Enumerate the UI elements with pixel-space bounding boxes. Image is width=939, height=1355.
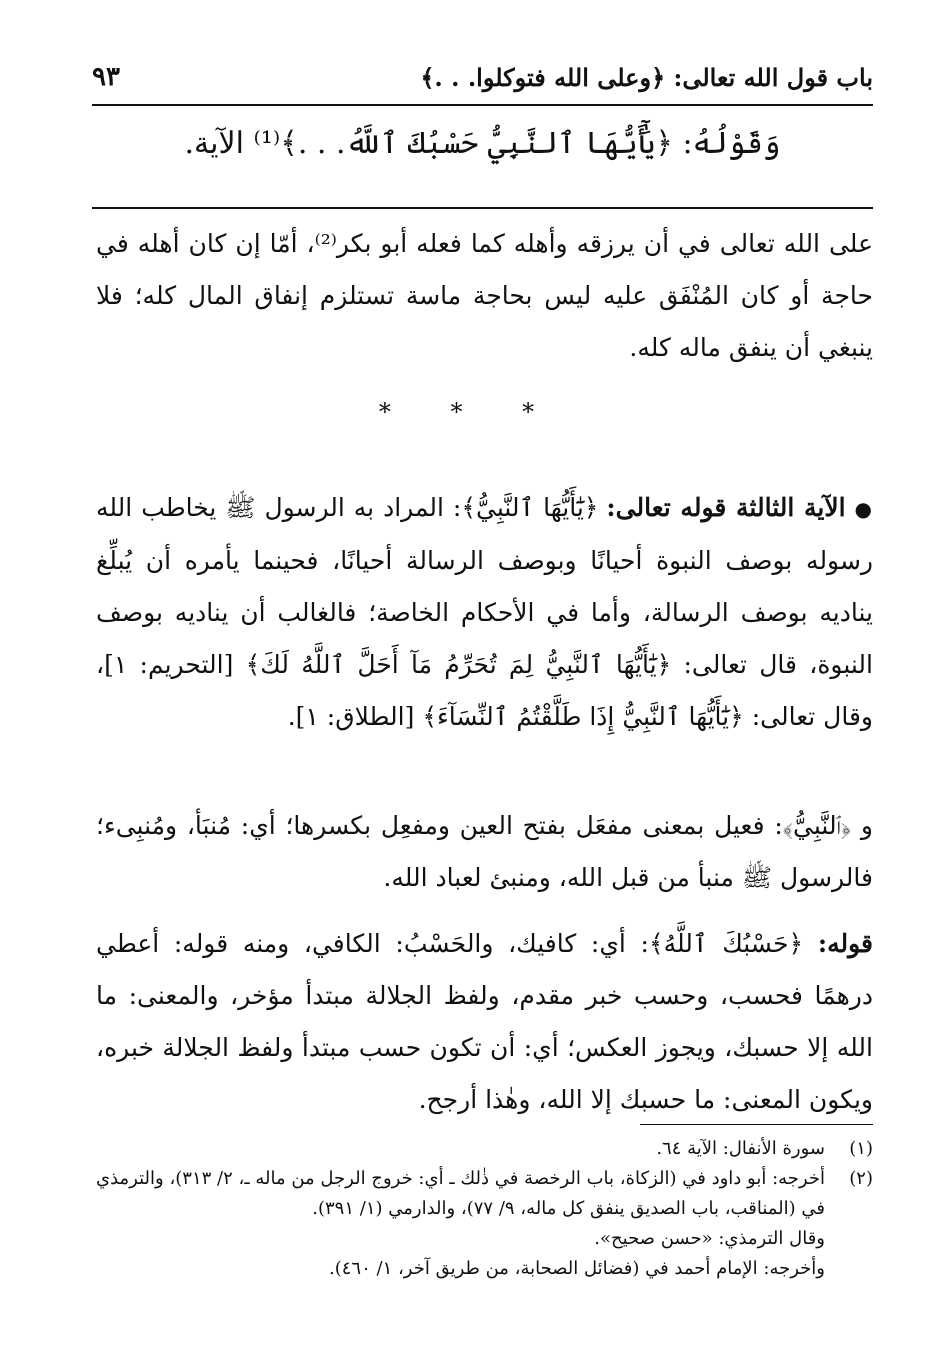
- paragraph-hasbuka: [96, 918, 873, 1126]
- footnote-2-tirmidhi: وقال الترمذي: «حسن صحيح».: [594, 1228, 825, 1249]
- paragraph-third-verse: [96, 482, 873, 743]
- footnote-text: أخرجه: أبو داود في (الزكاة، باب الرخصة في ذٰلك ـ أي: خروج الرجل من ماله ـ، ٢/ ٣١٣)، والترمذي في (المناقب، باب الصديق ينفق كل ماله، ٩/ ٧٧)، والدارمي (١/ ٣٩١).: [96, 1168, 825, 1219]
- footnote-rule: [640, 1124, 873, 1125]
- hasbuka-body: ﴿حَسْبُكَ ٱللَّهُ﴾: أي: كافيك، والحَسْبُ: الكافي، ومنه قوله: أعطي درهمًا فحسب، وحسب خبر مقدم، ولفظ الجلالة مبتدأ مؤخر، والمعنى: ما الله إلا حسبك، ويجوز العكس؛ أي: أن تكون حسب مبتدأ ولفظ الجلالة خبره، ويكون المعنى: ما حسبك إلا الله، وهٰذا أرجح.: [96, 929, 873, 1114]
- section-body: ﴿يَٰٓأَيُّهَا ٱلنَّبِيُّ﴾: المراد به الرسول ﷺ يخاطب الله رسوله بوصف النبوة أحيانًا وبوصف الرسالة أحيانًا، فحينما يأمره أن يُبلِّغ يناديه بوصف الرسالة، وأما في الأحكام الخاصة؛ فالغالب أن يناديه بوصف النبوة، قال تعالى: ﴿يَٰٓأَيُّهَا ٱلنَّبِيُّ لِمَ تُحَرِّمُ مَآ أَحَلَّ ٱللَّهُ لَكَ﴾ [التحريم: ١]، وقال تعالى: ﴿يَٰٓأَيُّهَا ٱلنَّبِيُّ إِذَا طَلَّقْتُمُ ٱلنِّسَآءَ﴾ [الطلاق: ١].: [96, 493, 873, 731]
- paragraph-continuation: على الله تعالى في أن يرزقه وأهله كما فعله أبو بكر⁽²⁾، أمّا إن كان أهله في حاجة أو كان المُنْفَق عليه ليس بحاجة ماسة تستلزم إنفاق المال كله؛ فلا ينبغي أن ينفق ماله كله.: [96, 229, 873, 362]
- footnote-number: (٢): [849, 1168, 873, 1189]
- running-header: [92, 52, 873, 102]
- bullet-icon: ●: [854, 497, 873, 521]
- footnotes: [96, 1134, 873, 1284]
- verse-rule: [92, 207, 873, 209]
- page-number: ٩٣: [92, 62, 120, 92]
- footnote-2: [96, 1164, 873, 1224]
- paragraph-nabi: و ﴿ٱلنَّبِيُّ﴾: فعيل بمعنى مفعَل بفتح العين ومفعِل بكسرها؛ أي: مُنبَأ، ومُنبِىء؛ فالرسول ﷺ منبأ من قبل الله، ومنبئ لعباد الله.: [96, 811, 873, 892]
- header-rule: [92, 104, 873, 106]
- footnote-1: [96, 1134, 873, 1164]
- section-lead: الآية الثالثة قوله تعالى:: [606, 493, 846, 522]
- section-separator: * * *: [378, 398, 561, 426]
- hasbuka-lead: قوله:: [817, 929, 873, 958]
- footnote-text: سورة الأنفال: الآية ٦٤.: [656, 1138, 825, 1159]
- footnote-2-ahmad: وأخرجه: الإمام أحمد في (فضائل الصحابة، من طريق آخر، ١/ ٤٦٠).: [329, 1258, 825, 1279]
- footnote-number: (١): [849, 1138, 873, 1159]
- chapter-title: باب قول الله تعالى: ﴿وعلى الله فتوكلوا. . .﴾: [420, 62, 873, 92]
- verse-line: وَقَوْلُهُ: ﴿يَٰٓأَيُّهَا ٱلنَّبِيُّ حَسْبُكَ ٱللَّهُ. . .﴾⁽¹⁾ الآية.: [184, 126, 781, 161]
